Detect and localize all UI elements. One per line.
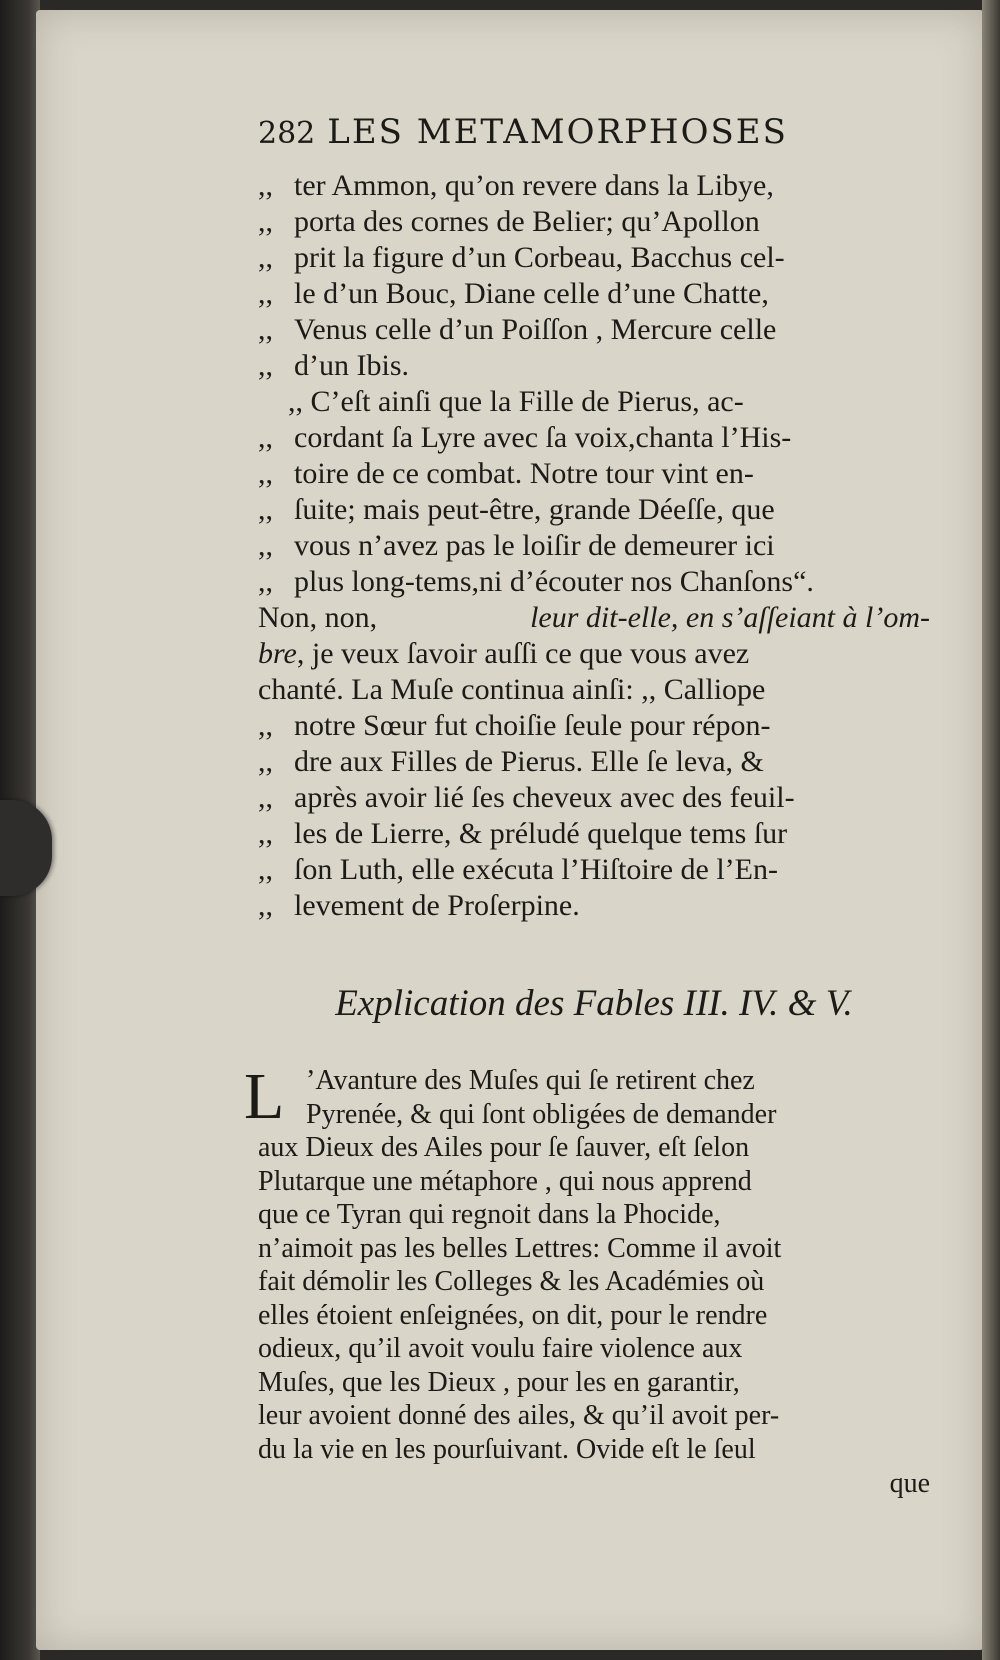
prose-italic: leur dit-elle, en s’aſſeiant à l’om- <box>530 601 930 634</box>
verse-line <box>258 708 930 744</box>
quote-mark: ,, <box>258 745 273 778</box>
verse-text: le d’un Bouc, Diane celle d’une Chatte, <box>294 277 769 310</box>
quote-mark: ,, <box>258 205 273 238</box>
explication-line: Plutarque une métaphore , qui nous apprend <box>258 1165 752 1197</box>
running-title: LES METAMORPHOSES <box>327 112 788 152</box>
verse-line <box>258 456 930 492</box>
verse-text: plus long-tems,ni d’écouter nos Chanſons“. <box>294 565 814 598</box>
book-right-edge <box>982 0 1000 1660</box>
prose-text: chanté. La Muſe continua ainſi: ,, Calliope <box>258 673 766 706</box>
quote-mark: ,, <box>258 241 273 274</box>
quote-mark: ,, <box>258 169 273 202</box>
verse-line <box>258 312 930 348</box>
explication-line: du la vie en les pourſuivant. Ovide eſt le ſeul <box>258 1433 756 1465</box>
quote-mark: ,, <box>258 421 273 454</box>
verse-text: ter Ammon, qu’on revere dans la Libye, <box>294 169 774 202</box>
explication-line: elles étoient enſeignées, on dit, pour le rendre <box>258 1299 768 1331</box>
quote-mark: ,, <box>258 709 273 742</box>
explication-block <box>244 1060 930 1466</box>
verse-text: après avoir lié ſes cheveux avec des feuil- <box>294 781 795 814</box>
prose-italic: bre <box>258 637 297 670</box>
quote-mark: ,, <box>258 889 273 922</box>
running-head <box>258 112 930 168</box>
quote-mark: ,, <box>258 817 273 850</box>
verse-text: dre aux Filles de Pierus. Elle ſe leva, & <box>294 745 764 778</box>
explication-line: Muſes, que les Dieux , pour les en garantir, <box>258 1366 740 1398</box>
explication-line: fait démolir les Colleges & les Académies où <box>258 1266 765 1297</box>
quote-mark: ,, <box>258 349 273 382</box>
verse-line <box>258 744 930 780</box>
verse-text: prit la figure d’un Corbeau, Bacchus cel- <box>294 241 785 274</box>
explication-line: leur avoient donné des ailes, & qu’il avoit per- <box>258 1400 780 1431</box>
explication-line: ’Avanture des Muſes qui ſe retirent chez <box>306 1065 755 1096</box>
verse-line <box>258 852 930 888</box>
verse-line <box>258 240 930 276</box>
verse-line <box>258 816 930 852</box>
prose-text: , je veux ſavoir auſſi ce que vous avez <box>296 637 750 670</box>
quote-mark: ,, <box>258 565 273 598</box>
explication-line: que ce Tyran qui regnoit dans la Phocide, <box>258 1199 721 1230</box>
quote-mark: ,, <box>258 313 273 346</box>
verse-line <box>258 780 930 816</box>
prose-line <box>258 672 930 708</box>
verse-text: levement de Proſerpine. <box>294 889 580 922</box>
quote-mark: ,, <box>258 529 273 562</box>
verse-block <box>258 708 930 924</box>
verse-line <box>258 168 930 204</box>
explication-line: aux Dieux des Ailes pour ſe ſauver, eſt ſelon <box>258 1132 750 1163</box>
verse-text: notre Sœur fut choiſie ſeule pour répon- <box>294 709 771 742</box>
quote-mark: ,, <box>258 277 273 310</box>
quote-mark: ,, <box>258 853 273 886</box>
verse-text: ,, C’eſt ainſi que la Fille de Pierus, ac- <box>288 385 744 418</box>
verse-text: ſuite; mais peut-être, grande Déeſſe, que <box>294 493 775 526</box>
catchword: que <box>889 1468 930 1499</box>
verse-text: ſon Luth, elle exécuta l’Hiſtoire de l’En- <box>294 853 778 886</box>
verse-line <box>258 492 930 528</box>
verse-line <box>258 384 930 420</box>
verse-text: toire de ce combat. Notre tour vint en- <box>294 457 754 490</box>
prose-text: Non, non, <box>258 601 378 634</box>
verse-text: cordant ſa Lyre avec ſa voix,chanta l’His- <box>294 421 792 454</box>
drop-cap: L <box>244 1060 285 1133</box>
explication-line: n’aimoit pas les belles Lettres: Comme il avoit <box>258 1232 782 1264</box>
verse-text: Venus celle d’un Poiſſon , Mercure celle <box>294 313 777 346</box>
page-text <box>244 112 930 1502</box>
verse-line <box>258 528 930 564</box>
verse-text: d’un Ibis. <box>294 349 409 382</box>
verse-line <box>258 348 930 384</box>
explication-line: odieux, qu’il avoit voulu faire violence aux <box>258 1333 743 1364</box>
verse-line <box>258 888 930 924</box>
verse-line <box>258 276 930 312</box>
prose-line <box>258 636 930 672</box>
page-number: 282 <box>258 116 316 151</box>
verse-text: porta des cornes de Belier; qu’Apollon <box>294 205 760 238</box>
quote-mark: ,, <box>258 457 273 490</box>
verse-line <box>258 420 930 456</box>
verse-block <box>258 168 930 600</box>
verse-text: les de Lierre, & préludé quelque tems ſur <box>294 817 788 850</box>
verse-text: vous n’avez pas le loiſir de demeurer ici <box>294 529 775 562</box>
quote-mark: ,, <box>258 493 273 526</box>
verse-line <box>258 564 930 600</box>
prose-line <box>258 600 930 636</box>
verse-line <box>258 204 930 240</box>
explication-line: Pyrenée, & qui ſont obligées de demander <box>306 1098 777 1130</box>
quote-mark: ,, <box>258 781 273 814</box>
section-heading: Explication des Fables III. IV. & V. <box>335 983 853 1024</box>
